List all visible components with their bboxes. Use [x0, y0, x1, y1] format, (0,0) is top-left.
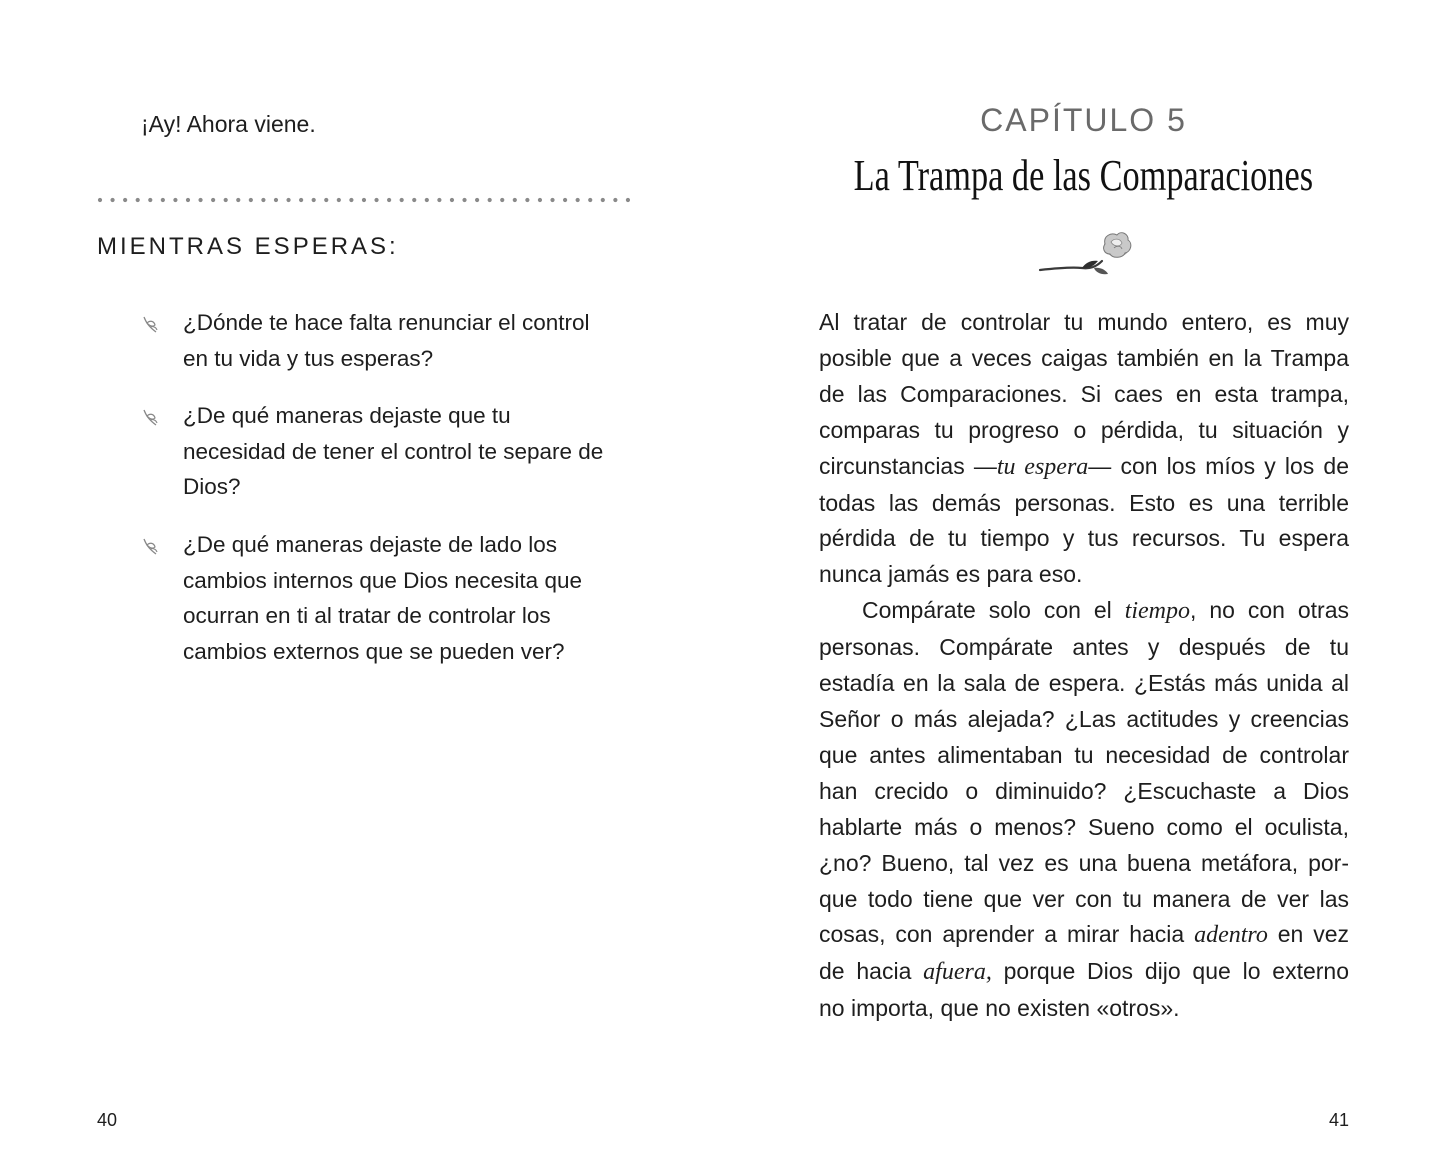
text-run: — con los míos y los de	[1088, 452, 1349, 479]
intro-text: ¡Ay! Ahora viene.	[141, 111, 316, 137]
text-line: hablarte más o menos? Sueno como el oculista,	[819, 813, 1349, 840]
emphasis-text: afuera,	[923, 959, 992, 986]
text-line: nunca jamás es para eso.	[819, 561, 1083, 588]
body-text	[819, 305, 1349, 1027]
text-run: cosas, con aprender a mirar hacia	[819, 921, 1195, 948]
text-line: Señor o más alejada? ¿Las actitudes y creencias	[819, 705, 1349, 732]
chapter-label: CAPÍTULO 5	[980, 102, 1187, 138]
flower-bullet-icon	[142, 314, 160, 334]
text-line: que todo tiene que ver con tu manera de ver las	[819, 885, 1349, 912]
question-list	[140, 305, 660, 669]
page-number: 41	[1328, 1110, 1349, 1130]
question-line: ocurran en ti al tratar de controlar los	[183, 603, 551, 629]
text-line	[819, 593, 1349, 630]
section-heading: MIENTRAS ESPERAS:	[97, 233, 399, 260]
question-line: Dios?	[183, 474, 241, 500]
text-line: no importa, que no existen «otros».	[819, 995, 1180, 1022]
right-page	[722, 0, 1445, 1164]
text-line: han crecido o diminuido? ¿Escuchaste a Dios	[819, 777, 1349, 804]
paragraph	[819, 593, 1349, 1027]
question-item	[140, 398, 660, 505]
text-line: personas. Compárate antes y después de tu	[819, 634, 1349, 661]
text-run: en vez	[1267, 921, 1349, 948]
question-line: en tu vida y tus esperas?	[183, 345, 434, 371]
text-run: porque Dios dijo que lo externo	[991, 958, 1349, 985]
question-line: necesidad de tener el control te separe de	[183, 438, 604, 464]
flower-ornament-icon	[1038, 228, 1142, 278]
question-line: ¿Dónde te hace falta renunciar el control	[183, 310, 590, 335]
paragraph	[819, 305, 1349, 593]
text-line: estadía en la sala de espera. ¿Estás más unida al	[819, 670, 1349, 697]
text-line	[819, 954, 1349, 991]
left-page	[0, 0, 722, 1164]
chapter-title: La Trampa de las Comparaciones	[853, 151, 1314, 200]
page-number: 40	[97, 1110, 118, 1130]
question-item	[140, 305, 660, 376]
text-line: Al tratar de controlar tu mundo entero, es muy	[819, 309, 1349, 335]
flower-bullet-icon	[142, 407, 160, 427]
text-line: todas las demás personas. Esto es una terrible	[819, 489, 1349, 516]
text-run: de hacia	[819, 958, 924, 985]
text-run: Compárate solo con el	[862, 597, 1125, 624]
emphasis-text: tu espera	[996, 453, 1089, 480]
text-run: , no con otras	[1190, 597, 1350, 624]
text-run: circunstancias —	[819, 452, 997, 479]
question-line: cambios externos que se pueden ver?	[183, 638, 565, 664]
text-line	[819, 917, 1349, 954]
text-line: que antes alimentaban tu necesidad de controlar	[819, 741, 1349, 768]
question-item	[140, 527, 660, 669]
dotted-divider	[97, 193, 631, 207]
text-line: posible que a veces caigas también en la Trampa	[819, 344, 1349, 371]
text-line: pérdida de tu tiempo y tus recursos. Tu espera	[819, 525, 1349, 552]
text-line: ¿no? Bueno, tal vez es una buena metáfora, por-	[819, 849, 1349, 876]
emphasis-text: tiempo	[1124, 598, 1191, 625]
question-line: ¿De qué maneras dejaste que tu	[183, 403, 511, 429]
text-line: comparas tu progreso o pérdida, tu situación y	[819, 416, 1349, 443]
question-line: cambios internos que Dios necesita que	[183, 567, 582, 593]
text-line	[819, 449, 1349, 486]
flower-bullet-icon	[142, 536, 160, 556]
question-line: ¿De qué maneras dejaste de lado los	[183, 531, 557, 557]
text-line: de las Comparaciones. Si caes en esta trampa,	[819, 380, 1349, 407]
emphasis-text: adentro	[1194, 922, 1268, 949]
